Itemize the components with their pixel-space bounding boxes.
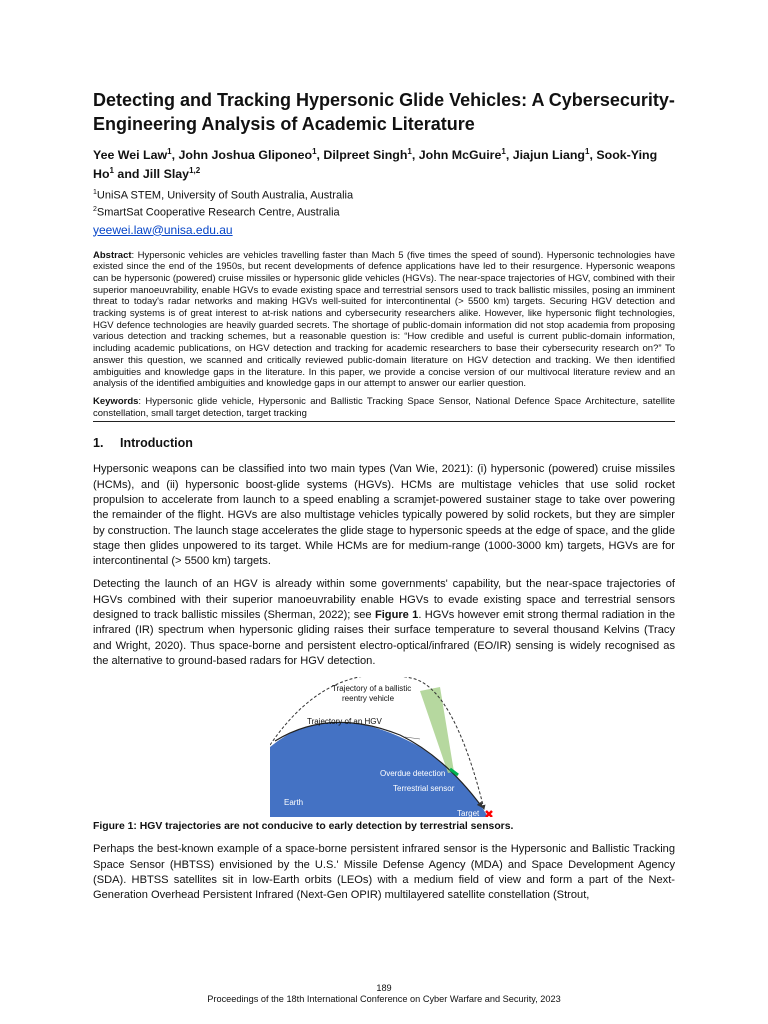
label-earth: Earth [284, 798, 304, 808]
footer-proceedings: Proceedings of the 18th International Conference on Cyber Warfare and Security, 2023 [207, 994, 561, 1004]
affiliation: $^1$UniSA STEM, University of South Australia, Australia [93, 189, 354, 202]
label-terrestrial-sensor: Terrestrial sensor [393, 784, 455, 794]
figure-caption: Figure 1: HGV trajectories are not conducive to early detection by terrestrial sensors. [93, 821, 514, 833]
author: Jill Slay$^{1,2}$ [142, 166, 201, 182]
figure-hgv-trajectories [270, 677, 495, 817]
label-ballistic-line2: reentry vehicle [342, 694, 395, 704]
author: Dilpreet Singh$^1$, [323, 147, 419, 163]
author: Yee Wei Law$^1$, [93, 147, 179, 163]
section-heading: 1. Introduction [93, 436, 193, 451]
paragraph: Perhaps the best-known example of a space-borne persistent infrared sensor is the Hypersonic and Ballistic Tracking Space Sensor (HBTSS) envisioned by the U.S.' Missile Defense Agency (MDA) and Space Development Agency (SDA). HBTSS satellites sit in low-Earth orbits (LEOs) with a medium field of view and form a part of the Next-Generation Overhead Persistent Infrared (Next-Gen OPIR) multilayered satellite constellation (Strout, [93, 843, 675, 902]
paper-title: Detecting and Tracking Hypersonic Glide Vehicles: A Cybersecurity-Engineering Analysis of Academic Literature [93, 90, 675, 134]
label-overdue-detection: Overdue detection [380, 769, 446, 779]
affiliation: $^2$SmartSat Cooperative Research Centre, Australia [93, 206, 340, 220]
paper-page [93, 88, 675, 911]
target-marker [486, 811, 492, 817]
email-link[interactable]: yeewei.law@unisa.edu.au [93, 222, 233, 237]
paragraph: Detecting the launch of an HGV is already within some governments' capability, but the near-space trajectories of HGVs combined with their superior manoeuvrability enable HGVs to evade existing space and terrestrial sensors designed to track ballistic missiles (Sherman, 2022); see Figure 1. HGVs however emit strong thermal radiation in the infrared (IR) spectrum when hypersonic gliding raises their surface temperature to several thousand Kelvins (Tracy and Wright, 2020). Thus space-borne and persistent electro-optical/infrared (EO/IR) sensing is widely recognised as the alternative to ground-based radars for HGV detection. [93, 578, 675, 667]
label-hgv: Trajectory of an HGV [307, 717, 382, 727]
abstract-label: Abstract [93, 249, 132, 261]
author: Sook-Ying Ho$^1$ and [93, 148, 658, 182]
page-number: 189 [376, 983, 392, 993]
keywords: Keywords: Hypersonic glide vehicle, Hypersonic and Ballistic Tracking Space Sensor, National Defence Space Architecture, satellite constellation, small target detection, target tracking [93, 396, 675, 422]
paragraph: Hypersonic weapons can be classified into two main types (Van Wie, 2021): (i) hypersonic (powered) cruise missiles (HCMs), and (ii) hypersonic boost-glide systems (HGVs). HCMs are multistage vehicles that use solid rocket propulsion to accelerate from launch to a speed enabling a scramjet-powered sustainer stage to take over powering the remainder of the flight. HGVs are also multistage vehicles typically powered by solid rockets, but they are simpler by construction. The launch stage accelerates the glide stage to hypersonic speeds at the edge of space, and the glide stage then glides unpowered to its target. While HCMs are for medium-range (1000-3000 km) targets, HGVs are for intercontinental (> 5500 km) targets. [93, 463, 675, 568]
abstract: Abstract: Hypersonic vehicles are vehicles travelling faster than Mach 5 (five times the speed of sound). Hypersonic technologies have existed since the end of the 1950s, but recent developments of defence applications have led to their resurgence. Hypersonic weapons can be hypersonic (powered) cruise missiles or hypersonic glide vehicles (HGVs). The near-space trajectories of HGV, combined with their superior manoeuvrability, enable HGVs to evade existing space and terrestrial sensors used to track ballistic missiles, posing an imminent threat to today's radar networks and making HGVs well-suited for intercontinental (> 5500 km) targets. Securing HGV detection and tracking systems is of great interest to at-risk nations and cybersecurity researchers alike. However, like hypersonic flight technologies, HGV defence technologies are heavily guarded secrets. The shortage of public-domain information did not stop academia from proposing various detection and tracking schemes, but a reasonable question is: “How credible and useful is current public-domain information, including academic publications, on HGV detection and tracking for academic researchers to base their cybersecurity research on?” To answer this question, we scanned and critically reviewed public-domain literature on HGV detection and tracking. We then identified ambiguities and knowledge gaps in the literature. In this paper, we provide a concise version of our multivocal literature review and an analysis of the identified ambiguities and knowledge gaps in our attempt to answer our earlier question. [93, 249, 675, 390]
author: John Joshua Gliponeo$^1$, [178, 147, 324, 163]
label-ballistic-line1: Trajectory of a ballistic [332, 684, 412, 694]
figure-reference: Figure 1 [374, 609, 419, 622]
author: Jiajun Liang$^1$, [512, 147, 597, 163]
author-list [93, 144, 675, 182]
keywords-label: Keywords [93, 396, 139, 407]
author: John McGuire$^1$, [418, 147, 513, 163]
label-target: Target [457, 809, 480, 818]
